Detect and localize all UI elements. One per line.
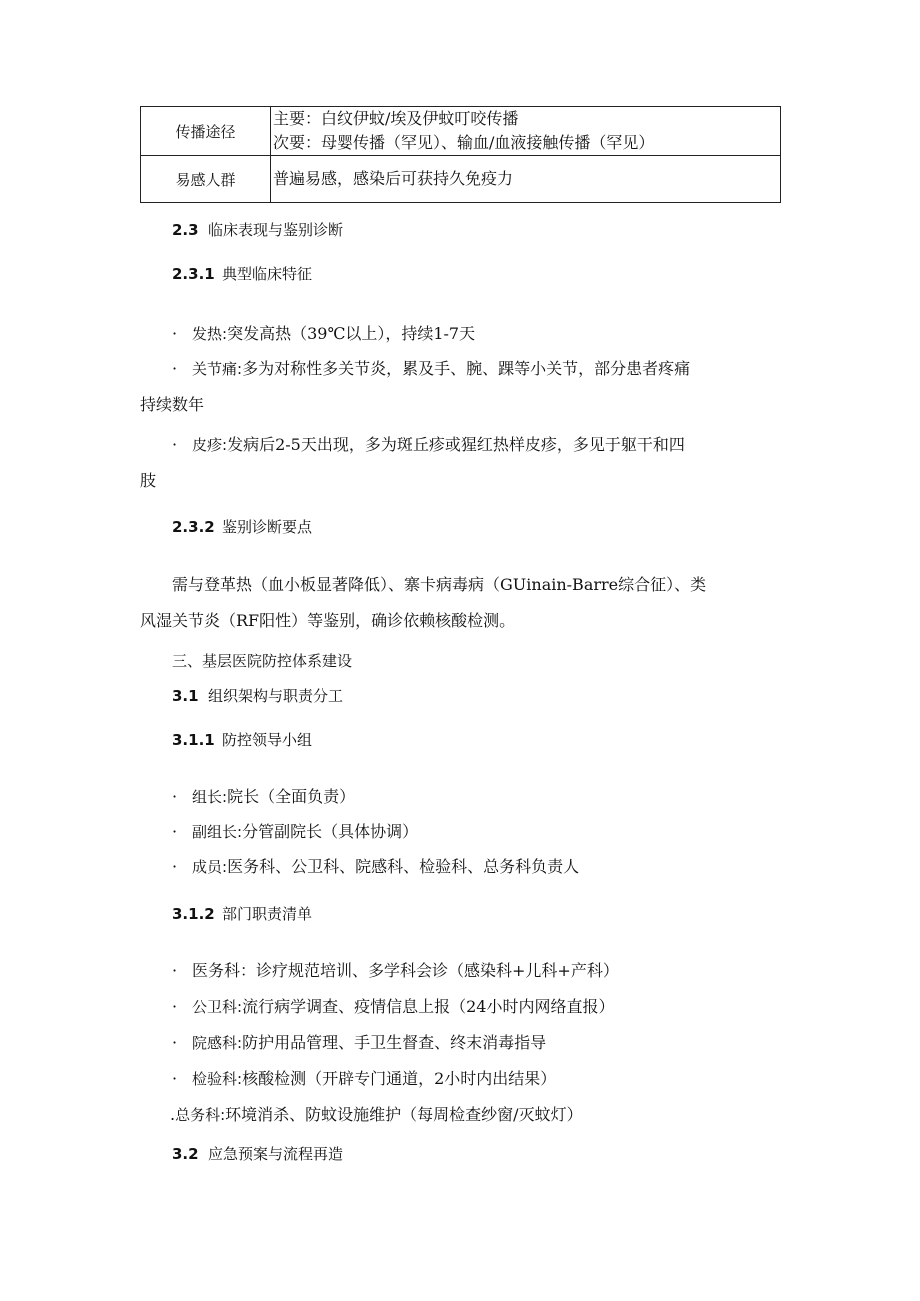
section-heading-3: 三、基层医院防控体系建设 [172, 652, 353, 670]
section-title: 防控领导小组 [222, 731, 313, 749]
bullet-separator: : [237, 1070, 243, 1088]
bullet-text: 核酸检测（开辟专门通道，2小时内出结果） [242, 1069, 557, 1088]
section-number: 2.3.2 [172, 518, 215, 536]
bullet-mark: · [172, 435, 178, 454]
section-number: 2.3 [172, 221, 199, 239]
section-heading-2-3 [172, 219, 343, 240]
section-number: 3.1.1 [172, 731, 215, 749]
section-title: 典型临床特征 [222, 265, 313, 283]
value-line: 普遍易感，感染后可获持久免疫力 [273, 169, 514, 188]
bullet-key: 检验科 [192, 1070, 238, 1088]
section-heading-2-3-2 [172, 516, 312, 537]
list-item [172, 1033, 546, 1053]
bullet-text: 环境消杀、防蚊设施维护（每周检查纱窗/灭蚊灯） [225, 1105, 583, 1124]
section-number: 3.1.2 [172, 905, 215, 923]
paragraph-line: 风湿关节炎（RF阳性）等鉴别，确诊依赖核酸检测。 [140, 611, 516, 630]
bullet-continuation: 肢 [140, 471, 157, 490]
section-title: 部门职责清单 [222, 905, 313, 923]
bullet-continuation: 持续数年 [140, 395, 205, 414]
bullet-text: 流行病学调查、疫情信息上报（24小时内网络直报） [242, 997, 615, 1016]
list-item [172, 961, 619, 981]
bullet-separator: : [220, 1106, 226, 1124]
bullet-key: 皮疹 [192, 436, 223, 454]
bullet-text: 医务科、公卫科、院感科、检验科、总务科负责人 [227, 857, 580, 876]
bullet-mark: · [172, 961, 178, 980]
section-title: 临床表现与鉴别诊断 [208, 221, 344, 239]
section-title: 应急预案与流程再造 [208, 1145, 344, 1163]
bullet-mark: · [172, 1033, 178, 1052]
section-number: 3.1 [172, 687, 199, 705]
list-item [172, 324, 475, 344]
bullet-mark: · [172, 857, 178, 876]
bullet-separator: : [237, 1034, 243, 1052]
bullet-mark: · [172, 324, 178, 343]
value-line: 次要：母婴传播（罕见）、输血/血液接触传播（罕见） [273, 133, 655, 152]
bullet-separator: : [222, 436, 228, 454]
bullet-mark: · [172, 359, 178, 378]
bullet-text: 分管副院长（具体协调） [242, 822, 419, 841]
section-title: 鉴别诊断要点 [222, 518, 313, 536]
section-number: 2.3.1 [172, 265, 215, 283]
bullet-key: 总务科 [175, 1106, 221, 1124]
row-value [271, 107, 781, 156]
bullet-text: 院长（全面负责） [227, 787, 356, 806]
bullet-key: 发热 [192, 325, 223, 343]
paragraph-line: 需与登革热（血小板显著降低）、寨卡病毒病（GUinain-Barre综合征）、类 [172, 575, 707, 594]
section-heading-2-3-1 [172, 263, 312, 284]
bullet-key: 组长 [192, 788, 223, 806]
bullet-text: 多为对称性多关节炎，累及手、腕、踝等小关节，部分患者疼痛 [242, 359, 691, 378]
bullet-key: 公卫科 [192, 998, 238, 1016]
bullet-mark: · [172, 822, 178, 841]
section-title: 组织架构与职责分工 [208, 687, 344, 705]
list-item [172, 787, 355, 807]
bullet-separator: : [222, 858, 228, 876]
bullet-text: 发病后2-5天出现，多为斑丘疹或猩红热样皮疹，多见于躯干和四 [227, 435, 685, 454]
bullet-text: 突发高热（39℃以上），持续1-7天 [227, 324, 476, 343]
bullet-separator: : [222, 788, 228, 806]
section-heading-3-1 [172, 685, 343, 706]
bullet-key: 院感科 [192, 1034, 238, 1052]
value-line: 主要：白纹伊蚊/埃及伊蚊叮咬传播 [273, 109, 519, 128]
row-label: 传播途径 [141, 107, 271, 156]
bullet-mark: · [172, 997, 178, 1016]
bullet-key: 成员 [192, 858, 223, 876]
row-label: 易感人群 [141, 156, 271, 203]
section-number: 3.2 [172, 1145, 199, 1163]
bullet-text: 医务科：诊疗规范培训、多学科会诊（感染科+儿科+产科） [192, 961, 619, 980]
list-item [170, 1105, 583, 1125]
table-row [141, 156, 781, 203]
list-item [172, 997, 614, 1017]
list-item [172, 1069, 556, 1089]
row-value [271, 156, 781, 203]
bullet-separator: : [222, 325, 228, 343]
section-heading-3-1-1 [172, 729, 312, 750]
list-item [172, 359, 690, 379]
bullet-separator: : [237, 360, 243, 378]
bullet-mark: · [172, 1069, 178, 1088]
bullet-mark: . [170, 1105, 176, 1124]
list-item [172, 857, 579, 877]
bullet-mark: · [172, 787, 178, 806]
list-item [172, 435, 685, 455]
bullet-key: 副组长 [192, 823, 238, 841]
bullet-separator: : [237, 998, 243, 1016]
table-row [141, 107, 781, 156]
info-table [140, 106, 781, 203]
bullet-separator: : [237, 823, 243, 841]
bullet-key: 关节痛 [192, 360, 238, 378]
section-heading-3-2 [172, 1143, 343, 1164]
section-heading-3-1-2 [172, 903, 312, 924]
bullet-text: 防护用品管理、手卫生督查、终末消毒指导 [242, 1033, 547, 1052]
list-item [172, 822, 418, 842]
